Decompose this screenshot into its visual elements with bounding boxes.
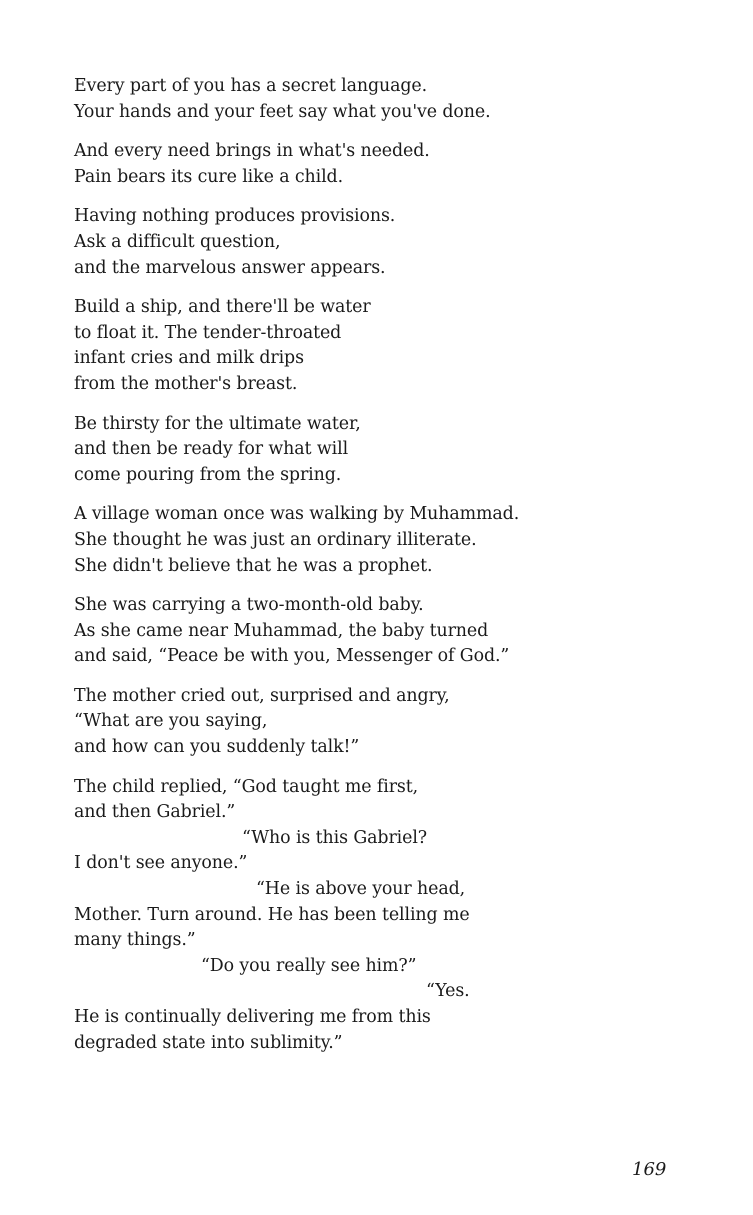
poem-line: many things.” xyxy=(74,930,196,951)
poem-line: and then be ready for what will xyxy=(74,439,349,460)
poem-line: from the mother's breast. xyxy=(74,373,298,394)
poem-line: come pouring from the spring. xyxy=(74,464,342,485)
poem-line: Pain bears its cure like a child. xyxy=(74,166,344,187)
poem-line: A village woman once was walking by Muhammad. xyxy=(74,504,520,525)
poem-line: and the marvelous answer appears. xyxy=(74,257,386,278)
poem-line: infant cries and milk drips xyxy=(74,348,304,369)
poem-text xyxy=(74,74,714,1070)
poem-line: He is continually delivering me from this xyxy=(74,1007,431,1027)
stanza xyxy=(74,204,714,281)
poem-line: “What are you saying, xyxy=(74,711,268,732)
poem-line: and then Gabriel.” xyxy=(74,802,236,823)
poem-line: and how can you suddenly talk!” xyxy=(74,737,360,758)
poem-line: She didn't believe that he was a prophet. xyxy=(74,555,433,576)
stanza xyxy=(74,412,714,489)
stanza xyxy=(74,295,714,397)
poem-line: degraded state into sublimity.” xyxy=(74,1032,343,1053)
page-number: 169 xyxy=(632,1159,667,1180)
stanza xyxy=(74,74,714,125)
poem-line: “He is above your head, xyxy=(256,879,466,900)
poem-line: and said, “Peace be with you, Messenger of God.” xyxy=(74,646,510,667)
stanza xyxy=(74,775,714,1057)
poem-line: “Who is this Gabriel? xyxy=(242,827,428,848)
poem-line: “Do you really see him?” xyxy=(201,955,417,976)
poem-line: Every part of you has a secret language. xyxy=(74,76,428,96)
poem-line: Ask a difficult question, xyxy=(74,231,281,252)
poem-line: to float it. The tender-throated xyxy=(74,322,342,343)
poem-line: Your hands and your feet say what you've done. xyxy=(74,101,491,122)
stanza xyxy=(74,139,714,190)
poem-line: Mother. Turn around. He has been telling me xyxy=(74,904,470,925)
poem-line: As she came near Muhammad, the baby turned xyxy=(74,620,489,641)
poem-line: And every need brings in what's needed. xyxy=(74,141,430,162)
poem-line: “Yes. xyxy=(426,981,470,1002)
poem-line: Having nothing produces provisions. xyxy=(74,206,396,227)
poem-line: The child replied, “God taught me first, xyxy=(74,776,419,797)
stanza xyxy=(74,593,714,670)
poem-line: The mother cried out, surprised and angry, xyxy=(74,685,450,706)
poem-line: She was carrying a two-month-old baby. xyxy=(74,595,424,616)
poem-line: She thought he was just an ordinary illiterate. xyxy=(74,529,477,550)
poem-line: Build a ship, and there'll be water xyxy=(74,297,371,318)
poem-line: Be thirsty for the ultimate water, xyxy=(74,413,361,434)
poem-line: I don't see anyone.” xyxy=(74,853,248,874)
stanza xyxy=(74,684,714,761)
stanza xyxy=(74,502,714,579)
